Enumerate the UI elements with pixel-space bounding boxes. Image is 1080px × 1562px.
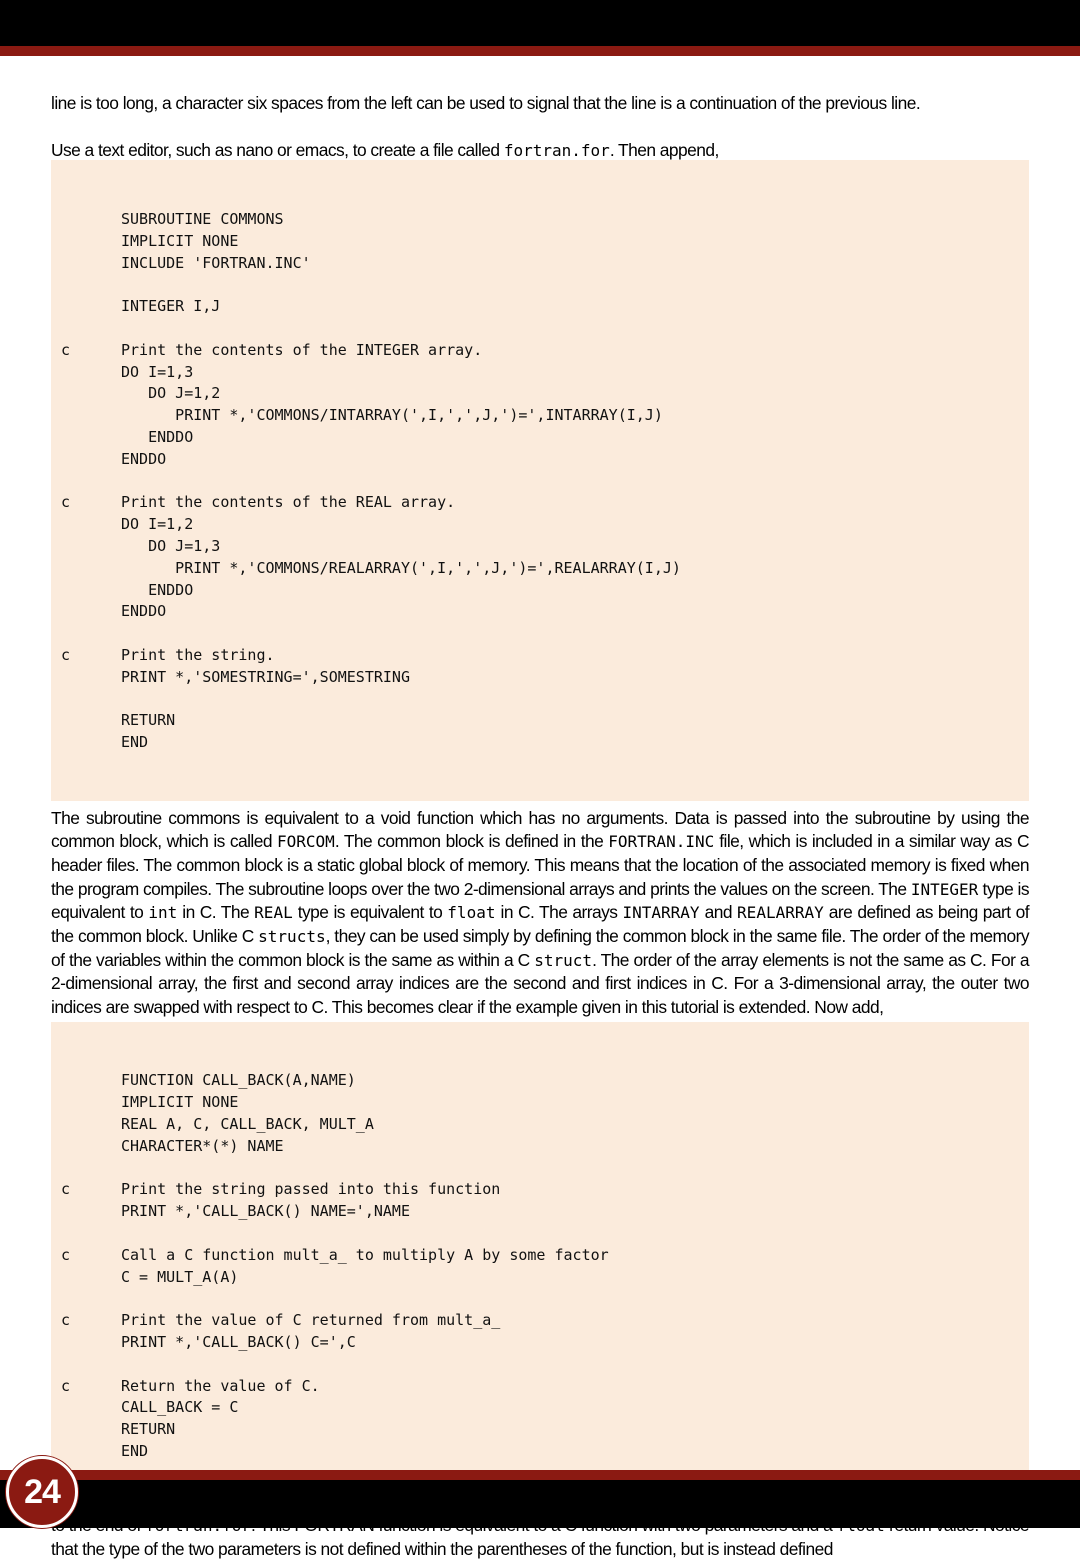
code-line — [51, 318, 1029, 340]
code-line — [51, 710, 1029, 732]
code-text: DO I=1,2 — [121, 515, 194, 534]
intro-text-b: . Then append, — [609, 139, 719, 160]
inline-code: INTEGER — [910, 879, 979, 899]
code-line — [51, 296, 1029, 318]
inline-code-filename: fortran.for — [503, 140, 610, 160]
code-text: Print the string passed into this function — [121, 1180, 501, 1199]
para-text: , they can be used simply by defining the common block in the same file. The order of the memory of the variables within the common block is the same as within a C — [51, 926, 1029, 970]
code-line — [51, 253, 1029, 275]
code-line — [51, 209, 1029, 231]
code-line — [51, 362, 1029, 384]
code-line — [51, 1114, 1029, 1136]
code-text: C = MULT_A(A) — [121, 1267, 239, 1286]
code-text: ENDDO — [121, 580, 194, 599]
comment-marker: c — [61, 1180, 71, 1199]
para-text: in C. The — [177, 902, 255, 923]
code-text: Print the contents of the INTEGER array. — [121, 340, 483, 359]
code-line — [51, 1245, 1029, 1267]
code-line — [51, 645, 1029, 667]
code-line — [51, 1441, 1029, 1463]
header-bar — [0, 0, 1080, 46]
para-text: . The common block is defined in the — [334, 831, 609, 852]
page-number-badge — [6, 1456, 78, 1528]
page-number: 24 — [24, 1472, 60, 1511]
para-text: are defined as being part of the common block. Unlike C — [51, 902, 1030, 947]
para-text: The subroutine commons is equivalent to a void function which has no arguments. Data is passed into the subroutine by using the common block, which is called — [51, 807, 1029, 852]
code-text: INCLUDE 'FORTRAN.INC' — [121, 253, 311, 272]
code-line — [51, 623, 1029, 645]
code-line — [51, 1419, 1029, 1441]
header-stripe — [0, 46, 1080, 56]
code-text: IMPLICIT NONE — [121, 231, 239, 250]
para-text: type is equivalent to — [292, 902, 448, 923]
code-text: RETURN — [121, 711, 176, 730]
code-text: REAL A, C, CALL_BACK, MULT_A — [121, 1115, 374, 1134]
code-text: FUNCTION CALL_BACK(A,NAME) — [121, 1071, 356, 1090]
code-line — [51, 405, 1029, 427]
code-line — [51, 1267, 1029, 1289]
comment-marker: c — [61, 1311, 71, 1330]
code-text: DO J=1,3 — [121, 536, 221, 555]
comment-marker: c — [61, 645, 71, 664]
code-text: END — [121, 733, 149, 752]
inline-code: INTARRAY — [622, 903, 700, 923]
code-line — [51, 1223, 1029, 1245]
code-text: PRINT *,'COMMONS/REALARRAY(',I,',',J,')=',REALARRAY(I,J) — [121, 558, 681, 577]
code-text: Print the contents of the REAL array. — [121, 493, 456, 512]
inline-code: int — [148, 903, 178, 923]
code-line — [51, 231, 1029, 253]
inline-code: FORCOM — [277, 832, 335, 852]
code-text: DO I=1,3 — [121, 362, 194, 381]
intro-text-a: Use a text editor, such as nano or emacs, to create a file called — [51, 139, 504, 160]
intro-line-2 — [51, 139, 1029, 163]
code-text: END — [121, 1441, 149, 1460]
code-text: CHARACTER*(*) NAME — [121, 1136, 284, 1155]
code-text: ENDDO — [121, 449, 167, 468]
code-line — [51, 558, 1029, 580]
para-text: . The order of the array elements is not the same as C. For a 2-dimensional array, the first and second array indices are the second and first indices in C. For a 3-dimensional array, the outer two indices are swapped with respect to C. This becomes clear if the example given in this tutorial is extended. Now add, — [51, 949, 1029, 1018]
code-text: RETURN — [121, 1420, 176, 1439]
footer-stripe — [0, 1470, 1080, 1480]
code-line — [51, 427, 1029, 449]
code-text: Return the value of C. — [121, 1376, 320, 1395]
comment-marker: c — [61, 340, 71, 359]
code-line — [51, 471, 1029, 493]
code-text: PRINT *,'CALL_BACK() C=',C — [121, 1333, 356, 1351]
code-line — [51, 449, 1029, 471]
inline-code: struct — [534, 950, 593, 970]
code-line — [51, 667, 1029, 689]
code-line — [51, 274, 1029, 296]
code-line — [51, 1332, 1029, 1354]
para-text: and — [699, 902, 738, 923]
code-block-subroutine — [51, 160, 1029, 800]
code-line — [51, 1092, 1029, 1114]
code-line — [51, 340, 1029, 362]
code-line — [51, 1136, 1029, 1158]
code-line — [51, 1070, 1029, 1092]
code-line — [51, 1201, 1029, 1223]
inline-code: structs — [258, 927, 326, 947]
code-text: CALL_BACK = C — [121, 1398, 239, 1417]
code-text: Print the string. — [121, 645, 275, 664]
code-line — [51, 1158, 1029, 1180]
code-line — [51, 492, 1029, 514]
footer-bar — [0, 1480, 1080, 1528]
code-text: INTEGER I,J — [121, 297, 221, 316]
code-line — [51, 1179, 1029, 1201]
para-text: in C. The arrays — [495, 902, 623, 923]
code-line — [51, 732, 1029, 754]
inline-code: FORTRAN.INC — [608, 832, 715, 852]
code-line — [51, 1376, 1029, 1398]
code-text: SUBROUTINE COMMONS — [121, 210, 284, 228]
code-line — [51, 1354, 1029, 1376]
code-text: PRINT *,'CALL_BACK() NAME=',NAME — [121, 1202, 410, 1221]
code-text: Call a C function mult_a_ to multiply A by some factor — [121, 1245, 609, 1264]
para-text: that the type of the two parameters is not defined within the parentheses of the function, but is instead defined — [51, 1539, 833, 1560]
code-line — [51, 1397, 1029, 1419]
code-text: PRINT *,'SOMESTRING=',SOMESTRING — [121, 667, 410, 686]
code-block-function — [51, 1022, 1029, 1510]
code-line — [51, 536, 1029, 558]
para-text: type is equivalent to — [51, 878, 1029, 923]
inline-code: float — [447, 903, 496, 923]
code-text: Print the value of C returned from mult_a_ — [121, 1311, 501, 1330]
comment-marker: c — [61, 1245, 71, 1264]
code-line — [51, 383, 1029, 405]
code-line — [51, 514, 1029, 536]
code-text: ENDDO — [121, 427, 194, 446]
intro-line-1: line is too long, a character six spaces from the left can be used to signal that the line is a continuation of the previous line. — [51, 93, 921, 113]
comment-marker: c — [61, 493, 71, 512]
inline-code: REALARRAY — [737, 903, 824, 923]
code-text: IMPLICIT NONE — [121, 1093, 239, 1112]
code-line — [51, 580, 1029, 602]
code-line — [51, 689, 1029, 711]
code-text: PRINT *,'COMMONS/INTARRAY(',I,',',J,')=',INTARRAY(I,J) — [121, 406, 663, 425]
code-line — [51, 1310, 1029, 1332]
comment-marker: c — [61, 1376, 71, 1395]
code-line — [51, 601, 1029, 623]
code-text: ENDDO — [121, 602, 167, 621]
explanation-paragraph — [51, 807, 1029, 1020]
code-text: DO J=1,2 — [121, 384, 221, 403]
code-line — [51, 1288, 1029, 1310]
page-content — [51, 92, 1029, 1562]
inline-code: REAL — [254, 903, 293, 923]
para-text: file, which is included in a similar way as C header files. The common block is a static global block of memory. This means that the location of the associated memory is fixed when the program compiles. The subroutine loops over the two 2-dimensional arrays and prints the values on the screen. The — [51, 831, 1029, 899]
